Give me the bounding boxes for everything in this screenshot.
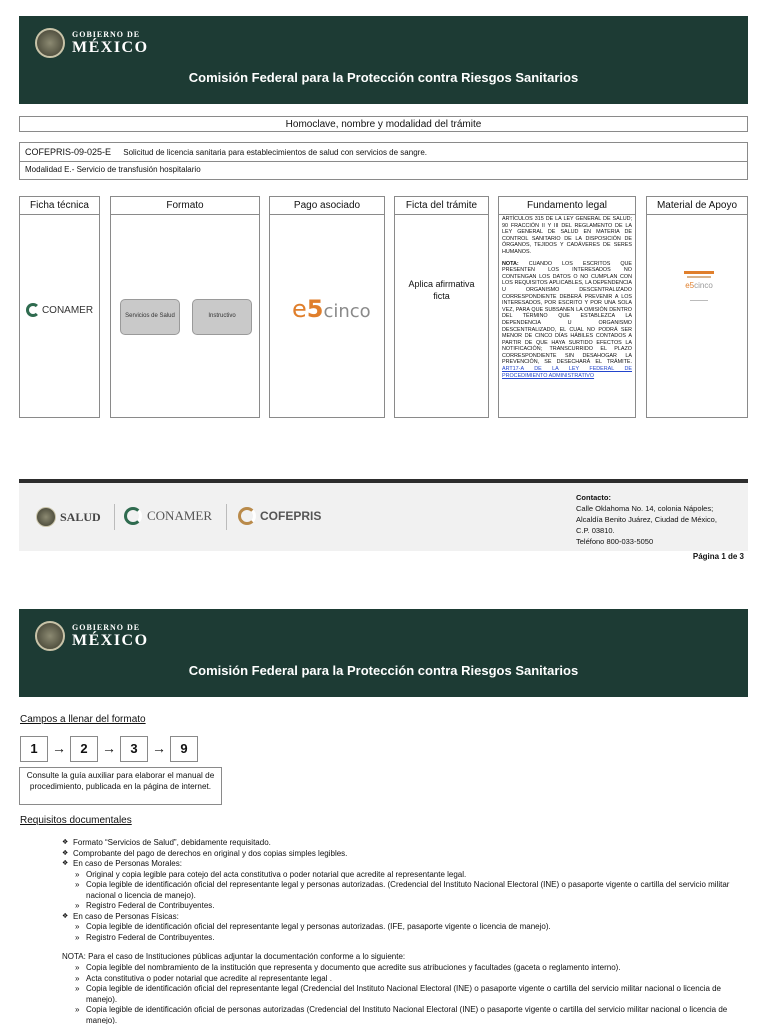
gobierno-logo [35, 28, 149, 58]
conamer-logo-text: CONAMER [41, 304, 94, 316]
contact-title: Contacto: [576, 493, 611, 502]
list-subitem: » Copia legible de identificación oficial de personas autorizadas (Credencial del Instituto Nacional Electoral (INE) o pasaporte vigente o cartilla del servicio militar nacional o licencia de manejo). [62, 1005, 748, 1024]
col-fundamento-legal [498, 196, 636, 418]
material-thumbnail[interactable] [684, 271, 714, 321]
footer-conamer-logo [124, 507, 212, 525]
list-subitem: » Copia legible de identificación oficial del representante legal y personas autorizadas. (IFE, pasaporte vigente o licencia de manejo). [62, 922, 748, 933]
campos-title: Campos a llenar del formato [20, 714, 146, 725]
section-header-tramite: Homoclave, nombre y modalidad del trámite [19, 116, 748, 132]
e5cinco-rest: cinco [323, 301, 371, 322]
legal-nota-label: NOTA: [502, 260, 519, 267]
seal-icon-2 [35, 621, 65, 651]
nota-instituciones: NOTA: Para el caso de Instituciones públicas adjuntar la documentación conforme a lo siguiente: [62, 952, 406, 962]
logo-small-text-2: GOBIERNO DE [72, 622, 141, 632]
gobierno-logo-2 [35, 621, 149, 651]
footer-cofepris-text: COFEPRIS [260, 509, 322, 523]
tramite-nombre: Solicitud de licencia sanitaria para establecimientos de salud con servicios de sangre. [123, 148, 427, 157]
thumb-bar-2 [687, 276, 711, 278]
conamer-ring-icon [26, 303, 40, 317]
footer-divider-1 [114, 504, 115, 530]
footer-divider-2 [226, 504, 227, 530]
legal-paragraph-1: ARTÍCULOS 315 DE LA LEY GENERAL DE SALUD; 90 FRACCIÓN II Y III DEL REGLAMENTO DE LA LEY GENERAL DE SALUD EN MATERIA DE CONTROL SANITARIO DE LA DISPOSICIÓN DE ÓRGANOS, TEJIDOS Y CADÁVERES DE SERES HUMANOS. [502, 216, 632, 255]
thumb-line [690, 300, 708, 301]
step-9: 9 [170, 736, 198, 762]
salud-logo-text: SALUD [60, 509, 101, 524]
header-band [19, 16, 748, 104]
contact-line-3: C.P. 03810. [576, 525, 615, 535]
list-subitem: » Copia legible de identificación oficial del representante legal (Credencial del Instituto Nacional Electoral (INE) o pasaporte vigente o cartilla del servicio militar nacional o licencia de manejo). [62, 984, 748, 1005]
list-subitem: » Original y copia legible para cotejo del acta constitutiva o poder notarial que acredite al representante legal. [62, 870, 748, 881]
step-3: 3 [120, 736, 148, 762]
list-item: ❖ En caso de Personas Morales: [62, 859, 748, 870]
list-item: ❖ En caso de Personas Físicas: [62, 912, 748, 923]
requisitos-list [62, 838, 748, 1024]
page-number: Página 1 de 3 [692, 552, 744, 561]
col-header-material: Material de Apoyo [647, 197, 747, 215]
col-ficha-tecnica [19, 196, 100, 418]
col-header-formato: Formato [111, 197, 259, 215]
step-2: 2 [70, 736, 98, 762]
logo-small-text: GOBIERNO DE [72, 29, 141, 39]
legal-paragraph-nota [502, 261, 632, 380]
col-header-pago: Pago asociado [270, 197, 384, 215]
e5cinco-5: 5 [306, 295, 324, 323]
thumb-bar [684, 271, 714, 274]
tramite-row [20, 143, 747, 162]
col-header-fundamento: Fundamento legal [499, 197, 635, 215]
salud-logo [36, 507, 101, 527]
list-subitem: » Registro Federal de Contribuyentes. [62, 901, 748, 912]
list-subitem: » Copia legible del nombramiento de la institución que representa y documento que acredite sus atribuciones y facultades (gaceta o reglamento interno). [62, 963, 748, 974]
contact-line-2: Alcaldía Benito Juárez, Ciudad de México, [576, 514, 717, 524]
homoclave: COFEPRIS-09-025-E [25, 147, 112, 157]
logo-big-text-2: MÉXICO [72, 631, 149, 649]
tramite-box [19, 142, 748, 180]
thumb-e5-icon: e5cinco [685, 281, 713, 290]
ficta-text: Aplica afirmativa ficta [408, 279, 475, 301]
page-title-2: Comisión Federal para la Protección contra Riesgos Sanitarios [188, 663, 579, 678]
col-material-apoyo [646, 196, 748, 418]
seal-icon [35, 28, 65, 58]
instructivo-button[interactable]: Instructivo [192, 299, 252, 335]
footer-conamer-ring-icon [124, 507, 142, 525]
legal-nota-text: CUANDO LOS ESCRITOS QUE PRESENTEN LOS INTERESADOS NO CONTENGAN LOS DATOS O NO CUMPLAN CON LOS REQUISITOS APLICABLES, LA DEPENDENCIA U ORGANISMO DESCENTRALIZADO CORRESPONDIENTE DEBERÁ PREVENIR A LOS INTERESADOS, POR ESCRITO Y POR UNA SOLA VEZ, PARA QUE SUBSANEN LA OMISIÓN DENTRO DEL TÉRMINO QUE ESTABLEZCA LA DEPENDENCIA U ORGANISMO DESCENTRALIZADO, EL CUAL NO PODRÁ SER MENOR DE CINCO DÍAS HÁBILES CONTADOS A PARTIR DE QUE HAYA SURTIDO EFECTOS LA NOTIFICACIÓN; TRANSCURRIDO EL PLAZO CORRESPONDIENTE SIN DESAHOGAR LA PREVENCIÓN, SE DESECHARÁ EL TRÁMITE. [502, 260, 633, 366]
salud-seal-icon [36, 507, 56, 527]
footer-conamer-text: CONAMER [147, 508, 213, 523]
conamer-logo[interactable] [20, 303, 99, 317]
col-header-ficha: Ficha técnica [20, 197, 99, 215]
contact-phone: Teléfono 800-033-5050 [576, 536, 654, 546]
modalidad: Modalidad E.- Servicio de transfusión hospitalario [25, 165, 201, 174]
col-header-ficta: Ficta del trámite [395, 197, 488, 215]
cofepris-ring-icon [238, 507, 256, 525]
contact-line-1: Calle Oklahoma No. 14, colonia Nápoles; [576, 503, 714, 513]
list-item: ❖ Comprobante del pago de derechos en original y dos copias simples legibles. [62, 849, 748, 860]
col-pago-asociado [269, 196, 385, 418]
servicios-salud-button[interactable]: Servicios de Salud [120, 299, 180, 335]
guide-box: Consulte la guía auxiliar para elaborar el manual de procedimiento, publicada en la página de internet. [19, 767, 222, 805]
requisitos-title: Requisitos documentales [20, 815, 132, 826]
list-subitem: » Registro Federal de Contribuyentes. [62, 933, 748, 944]
step-1: 1 [20, 736, 48, 762]
contact-block [576, 493, 717, 547]
col-formato [110, 196, 260, 418]
col-ficta [394, 196, 489, 418]
page-title: Comisión Federal para la Protección contra Riesgos Sanitarios [188, 70, 579, 85]
footer-cofepris-logo [238, 507, 321, 525]
arrow-icon: → [152, 740, 166, 756]
list-subitem: » Acta constitutiva o poder notarial que acredite al representante legal . [62, 974, 748, 985]
legal-text [499, 215, 635, 380]
legal-link[interactable]: ART17-A DE LA LEY FEDERAL DE PROCEDIMIENTO ADMINISTRATIVO [502, 366, 632, 379]
list-item: ❖ Formato “Servicios de Salud”, debidamente requisitado. [62, 838, 748, 849]
e5cinco-logo[interactable] [292, 295, 371, 323]
header-band-2 [19, 609, 748, 697]
e5cinco-e: e [292, 295, 307, 323]
arrow-icon: → [102, 740, 116, 756]
arrow-icon: → [52, 740, 66, 756]
list-subitem: » Copia legible de identificación oficial del representante legal y personas autorizadas. (Credencial del Instituto Nacional Electoral (INE) o pasaporte vigente o cartilla del servicio militar nacional o licencia de manejo). [62, 880, 748, 901]
logo-big-text: MÉXICO [72, 38, 149, 56]
